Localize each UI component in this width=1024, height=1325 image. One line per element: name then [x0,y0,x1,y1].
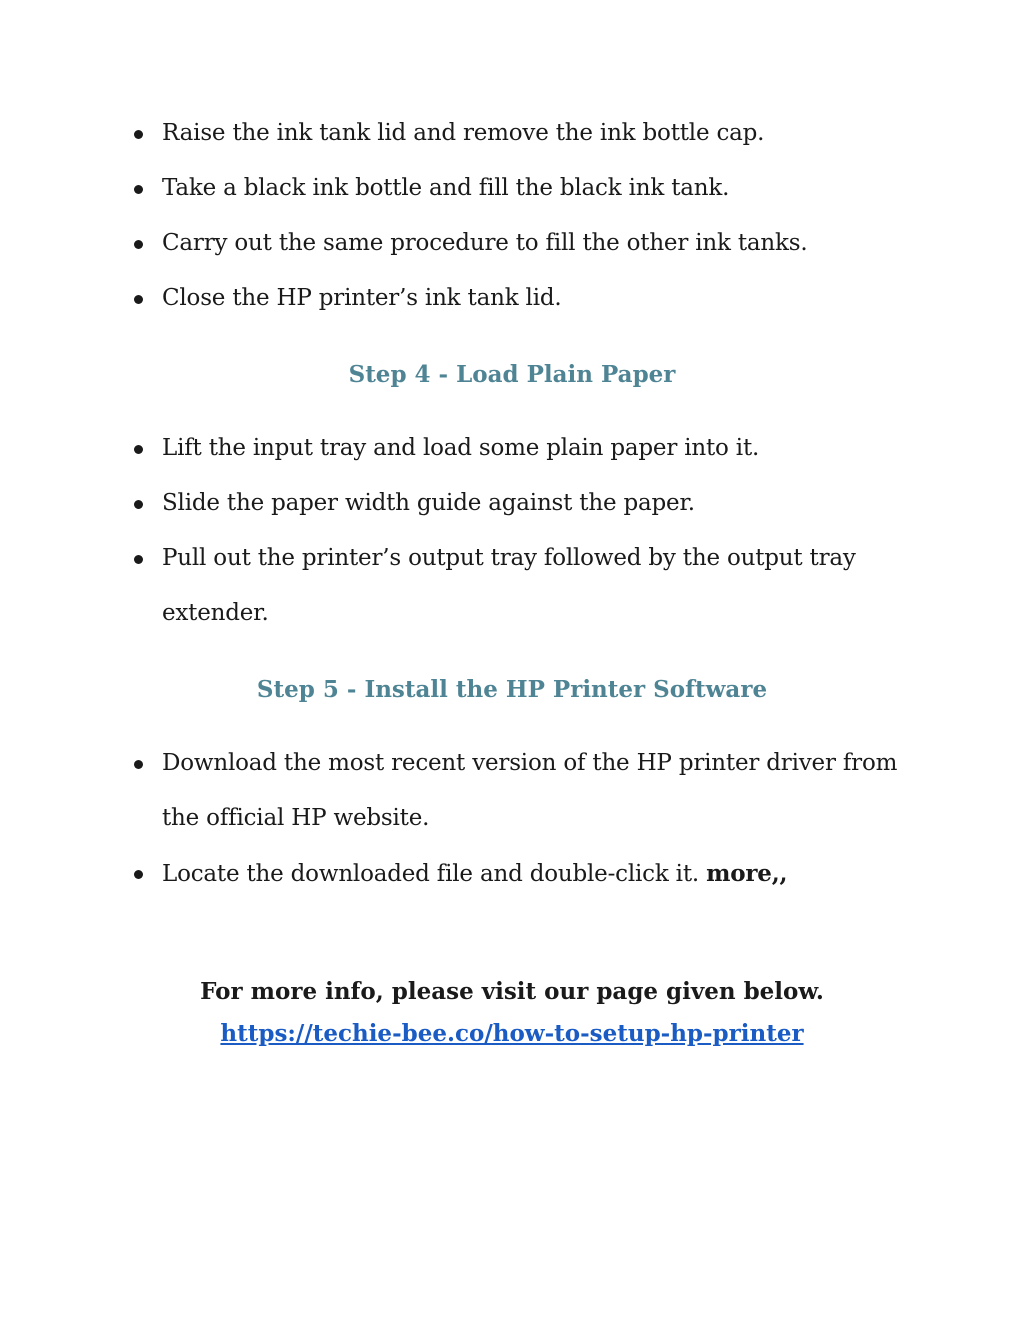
bullet-icon [134,500,143,509]
list-item: Take a black ink bottle and fill the black ink tank. [130,161,920,216]
footer-link-row [0,1019,1024,1049]
website-link[interactable]: https://techie-bee.co/how-to-setup-hp-printer [220,1020,804,1047]
list-item: Download the most recent version of the HP printer driver from the official HP website. [130,736,920,846]
more-text: more,, [706,860,788,887]
load-paper-steps-list [130,421,920,641]
list-item: Lift the input tray and load some plain paper into it. [130,421,920,476]
bullet-icon [134,870,143,879]
bullet-icon [134,760,143,769]
step-5-heading: Step 5 - Install the HP Printer Software [256,676,768,703]
list-item: Pull out the printer’s output tray followed by the output tray extender. [130,531,862,641]
bullet-icon [134,295,143,304]
list-item: Close the HP printer’s ink tank lid. [130,271,920,326]
bullet-icon [134,240,143,249]
footer-info-text: For more info, please visit our page given below. [200,978,824,1005]
step-4-heading: Step 4 - Load Plain Paper [348,361,676,388]
ink-tank-steps-list [130,106,920,326]
bullet-icon [134,555,143,564]
list-item: Raise the ink tank lid and remove the ink bottle cap. [130,106,920,161]
bullet-icon [134,445,143,454]
bullet-icon [134,185,143,194]
list-item: Slide the paper width guide against the paper. [130,476,920,531]
bullet-icon [134,130,143,139]
list-item: Locate the downloaded file and double-click it. more,, [130,846,920,902]
list-item: Carry out the same procedure to fill the other ink tanks. [130,216,920,271]
install-software-steps-list [130,736,920,902]
